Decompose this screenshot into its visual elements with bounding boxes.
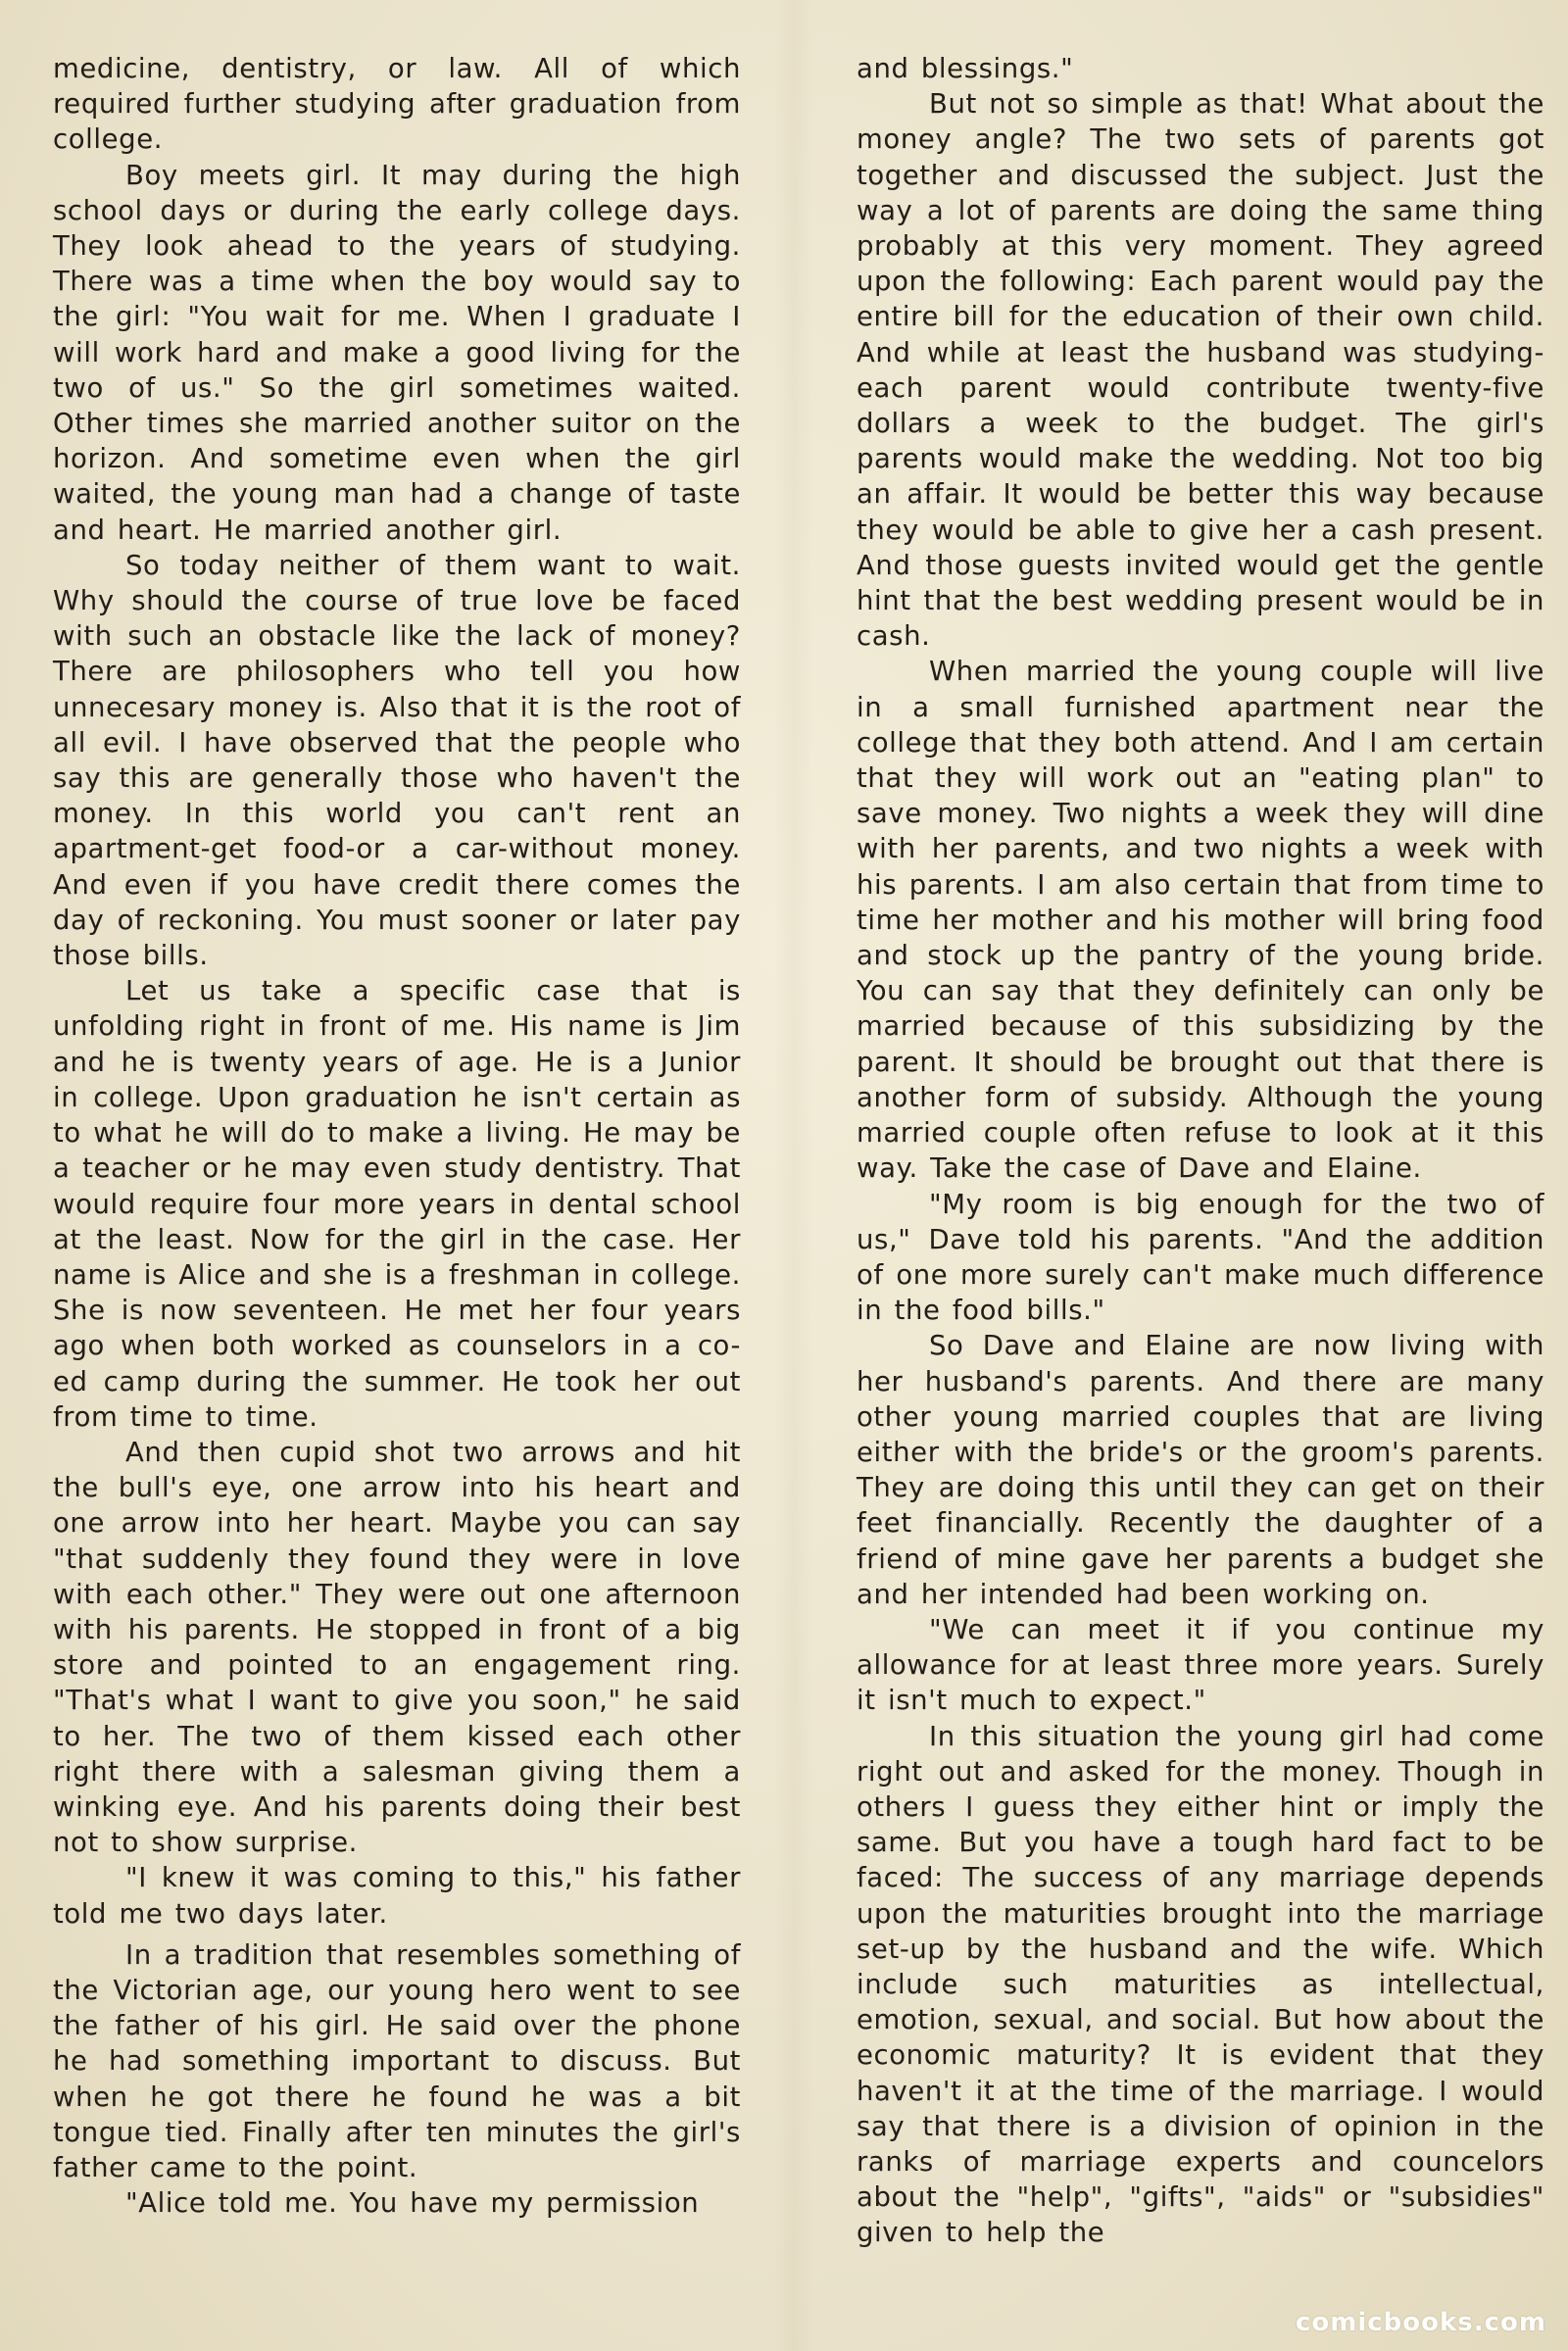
column-gutter xyxy=(774,0,813,2351)
paragraph: "I knew it was coming to this," his father told me two days later. xyxy=(53,1862,741,1930)
paragraph: "Alice told me. You have my permission xyxy=(125,2187,700,2220)
paragraph: So Dave and Elaine are now living with her husband's parents. And there are many other young married couples that are living either with the bride's or the groom's parents. They are doing this until they can get on their feet financially. Recently the daughter of a friend of mine gave her parents a budget she and her intended had been working on. xyxy=(857,1330,1544,1610)
paragraph: When married the young couple will live in a small furnished apartment near the college that they both attend. And I am certain that they will work out an "eating plan" to save money. Two nights a week they will dine with her parents, and two nights a week with his parents. I am also certain that from time to time her mother and his mother will bring food and stock up the pantry of the young bride. You can say that they definitely can only be married because of this subsidizing by the parent. It should be brought out that there is another form of subsidy. Although the young married couple often refuse to look at it this way. Take the case of Dave and Elaine. xyxy=(857,656,1544,1185)
paragraph: But not so simple as that! What about the money angle? The two sets of parents got together and discussed the subject. Just the way a lot of parents are doing the same thing probably at this very moment. They agreed upon the following: Each parent would pay the entire bill for the education of their own child. And while at least the husband was studying-each parent would contribute twenty-five dollars a week to the budget. The girl's parents would make the wedding. Not too big an affair. It would be better this way because they would be able to give her a cash present. And those guests invited would get the gentle hint that the best wedding present would be in cash. xyxy=(857,88,1544,653)
left-text-column xyxy=(53,51,741,2221)
paragraph: In a tradition that resembles something of the Victorian age, our young hero went to see the father of his girl. He said over the phone he had something important to discuss. But when he got there he found he was a bit tongue tied. Finally after ten minutes the girl's father came to the point. xyxy=(53,1938,741,2183)
paragraph: "We can meet it if you continue my allowance for at least three more years. Surely it isn't much to expect." xyxy=(857,1613,1544,1717)
paragraph: "My room is big enough for the two of us," Dave told his parents. "And the addition of one more surely can't make much difference in the food bills." xyxy=(857,1188,1544,1327)
paragraph: So today neither of them want to wait. Why should the course of true love be faced with such an obstacle like the lack of money? There are philosophers who tell you how unnecesary money is. Also that it is the root of all evil. I have observed that the people who say this are generally those who haven't the money. In this world you can't rent an apartment-get food-or a car-without money. And even if you have credit there comes the day of reckoning. You must sooner or later pay those bills. xyxy=(53,549,741,972)
right-text-column xyxy=(857,51,1544,2251)
paragraph: and blessings." xyxy=(857,53,1074,84)
paragraph: And then cupid shot two arrows and hit the bull's eye, one arrow into his heart and one arrow into her heart. Maybe you can say "that suddenly they found they were in love with each other." They were out one afternoon with his parents. He stopped in front of a big store and pointed to an engagement ring. "That's what I want to give you soon," he said to her. The two of them kissed each other right there with a salesman giving them a winking eye. And his parents doing their best not to show surprise. xyxy=(53,1436,741,1859)
paragraph: Boy meets girl. It may during the high school days or during the early college days. They look ahead to the years of studying. There was a time when the boy would say to the girl: "You wait for me. When I graduate I will work hard and make a good living for the two of us." So the girl sometimes waited. Other times she married another suitor on the horizon. And sometime even when the girl waited, the young man had a change of taste and heart. He married another girl. xyxy=(53,159,741,546)
paragraph: Let us take a specific case that is unfolding right in front of me. His name is Jim and he is twenty years of age. He is a Junior in college. Upon graduation he isn't certain as to what he will do to make a living. He may be a teacher or he may even study dentistry. That would require four more years in dental school at the least. Now for the girl in the case. Her name is Alice and she is a freshman in college. She is now seventeen. He met her four years ago when both worked as counselors in a co-ed camp during the summer. He took her out from time to time. xyxy=(53,975,741,1433)
site-watermark: comicbooks.com xyxy=(1295,2308,1546,2337)
paragraph: In this situation the young girl had come right out and asked for the money. Though in others I guess they either hint or imply the same. But you have a tough hard fact to be faced: The success of any marriage depends upon the maturities brought into the marriage set-up by the husband and the wife. Which include such maturities as intellectual, emotion, sexual, and social. But how about the economic maturity? It is evident that they haven't it at the time of the marriage. I would say that there is a division of opinion in the ranks of marriage experts and councelors about the "help", "gifts", "aids" or "subsidies" given to help the xyxy=(857,1720,1544,2249)
paragraph: medicine, dentistry, or law. All of which required further studying after graduation from college. xyxy=(53,53,741,156)
